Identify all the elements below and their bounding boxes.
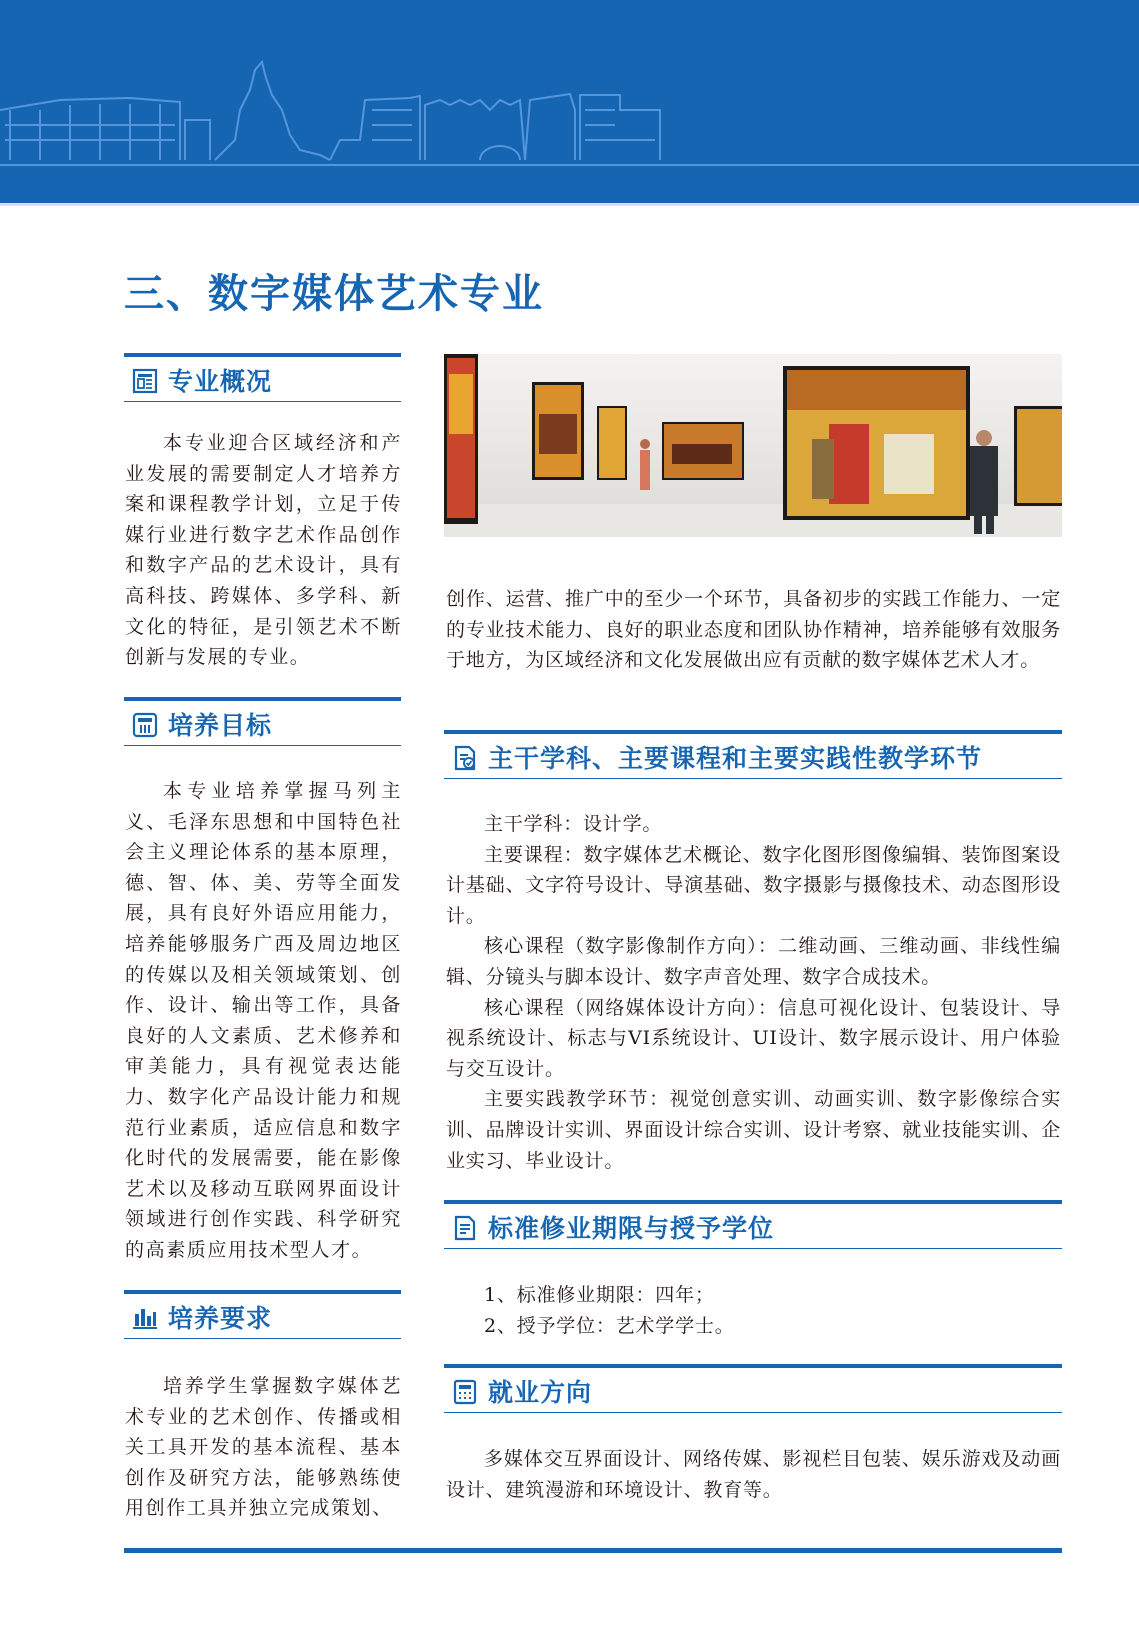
- duration-item-degree: 2、授予学位：艺术学学士。: [484, 1314, 735, 1337]
- course-item-core-video: 核心课程（数字影像制作方向）：二维动画、三维动画、非线性编辑、分镜头与脚本设计、数字声音处理、数字合成技术。: [446, 935, 1061, 988]
- calculator-icon: [452, 1379, 478, 1405]
- goals-text: 本专业培养掌握马列主义、毛泽东思想和中国特色社会主义理论体系的基本原理，德、智、体、美、劳等全面发展，具有良好外语应用能力，培养能够服务广西及周边地区的传媒以及相关领域策划、创作、设计、输出等工作，具备良好的人文素质、艺术修养和审美能力，具有视觉表达能力、数字化产品设计能力和规范行业素质，适应信息和数字化时代的发展需要，能在影像艺术以及移动互联网界面设计领域进行创作实践、科学研究的高素质应用技术型人才。: [125, 780, 402, 1261]
- duration-item-period: 1、标准修业期限：四年；: [484, 1284, 715, 1306]
- campus-skyline-illustration: [0, 0, 1139, 205]
- bar-chart-icon: [132, 1305, 158, 1331]
- course-item-practice: 主要实践教学环节：视觉创意实训、动画实训、数字影像综合实训、品牌设计实训、界面设计综合实训、设计考察、就业技能实训、企业实习、毕业设计。: [446, 1088, 1061, 1172]
- page-title: 三、数字媒体艺术专业: [124, 270, 544, 317]
- footer-divider: [124, 1548, 1062, 1553]
- overview-icon: [132, 368, 158, 394]
- requirements-text-left: 培养学生掌握数字媒体艺术专业的艺术创作、传播或相关工具开发的基本流程、基本创作及研究方法，能够熟练使用创作工具并独立完成策划、: [125, 1375, 402, 1520]
- course-item-main: 主要课程：数字媒体艺术概论、数字化图形图像编辑、装饰图案设计基础、文字符号设计、导演基础、数字摄影与摄像技术、动态图形设计。: [446, 843, 1061, 927]
- header-banner: [0, 0, 1139, 205]
- section-title-requirements: 培养要求: [168, 1304, 273, 1333]
- course-item-core-web: 核心课程（网络媒体设计方向）：信息可视化设计、包装设计、导视系统设计、标志与VI系统设计、UI设计、数字展示设计、用户体验与交互设计。: [446, 996, 1061, 1080]
- section-header-duration: [444, 1200, 1062, 1249]
- overview-text: 本专业迎合区域经济和产业发展的需要制定人才培养方案和课程教学计划，立足于传媒行业进行数字艺术作品创作和数字产品的艺术设计，具有高科技、跨媒体、多学科、新文化的特征，是引领艺术不断创新与发展的专业。: [125, 432, 402, 669]
- target-icon: [132, 712, 158, 738]
- career-text: 多媒体交互界面设计、网络传媒、影视栏目包装、娱乐游戏及动画设计、建筑漫游和环境设计、教育等。: [446, 1448, 1061, 1501]
- section-title-duration: 标准修业期限与授予学位: [488, 1214, 775, 1243]
- courses-list: [446, 809, 1061, 1176]
- duration-list: [446, 1280, 1061, 1341]
- section-header-courses: [444, 730, 1062, 779]
- document-icon: [452, 1215, 478, 1241]
- section-header-overview: [124, 353, 401, 402]
- course-item-discipline: 主干学科：设计学。: [484, 813, 663, 835]
- document-check-icon: [452, 745, 478, 771]
- art-gallery-photo: [444, 354, 1062, 537]
- section-title-goals: 培养目标: [168, 711, 273, 740]
- section-header-goals: [124, 697, 401, 746]
- section-header-requirements: [124, 1290, 401, 1339]
- section-title-career: 就业方向: [488, 1378, 593, 1407]
- section-header-career: [444, 1364, 1062, 1413]
- banner-divider: [0, 203, 1139, 206]
- requirements-text-right: 创作、运营、推广中的至少一个环节，具备初步的实践工作能力、一定的专业技术能力、良好的职业态度和团队协作精神，培养能够有效服务于地方，为区域经济和文化发展做出应有贡献的数字媒体艺术人才。: [446, 588, 1061, 672]
- section-title-courses: 主干学科、主要课程和主要实践性教学环节: [488, 744, 983, 773]
- section-title-overview: 专业概况: [168, 367, 273, 396]
